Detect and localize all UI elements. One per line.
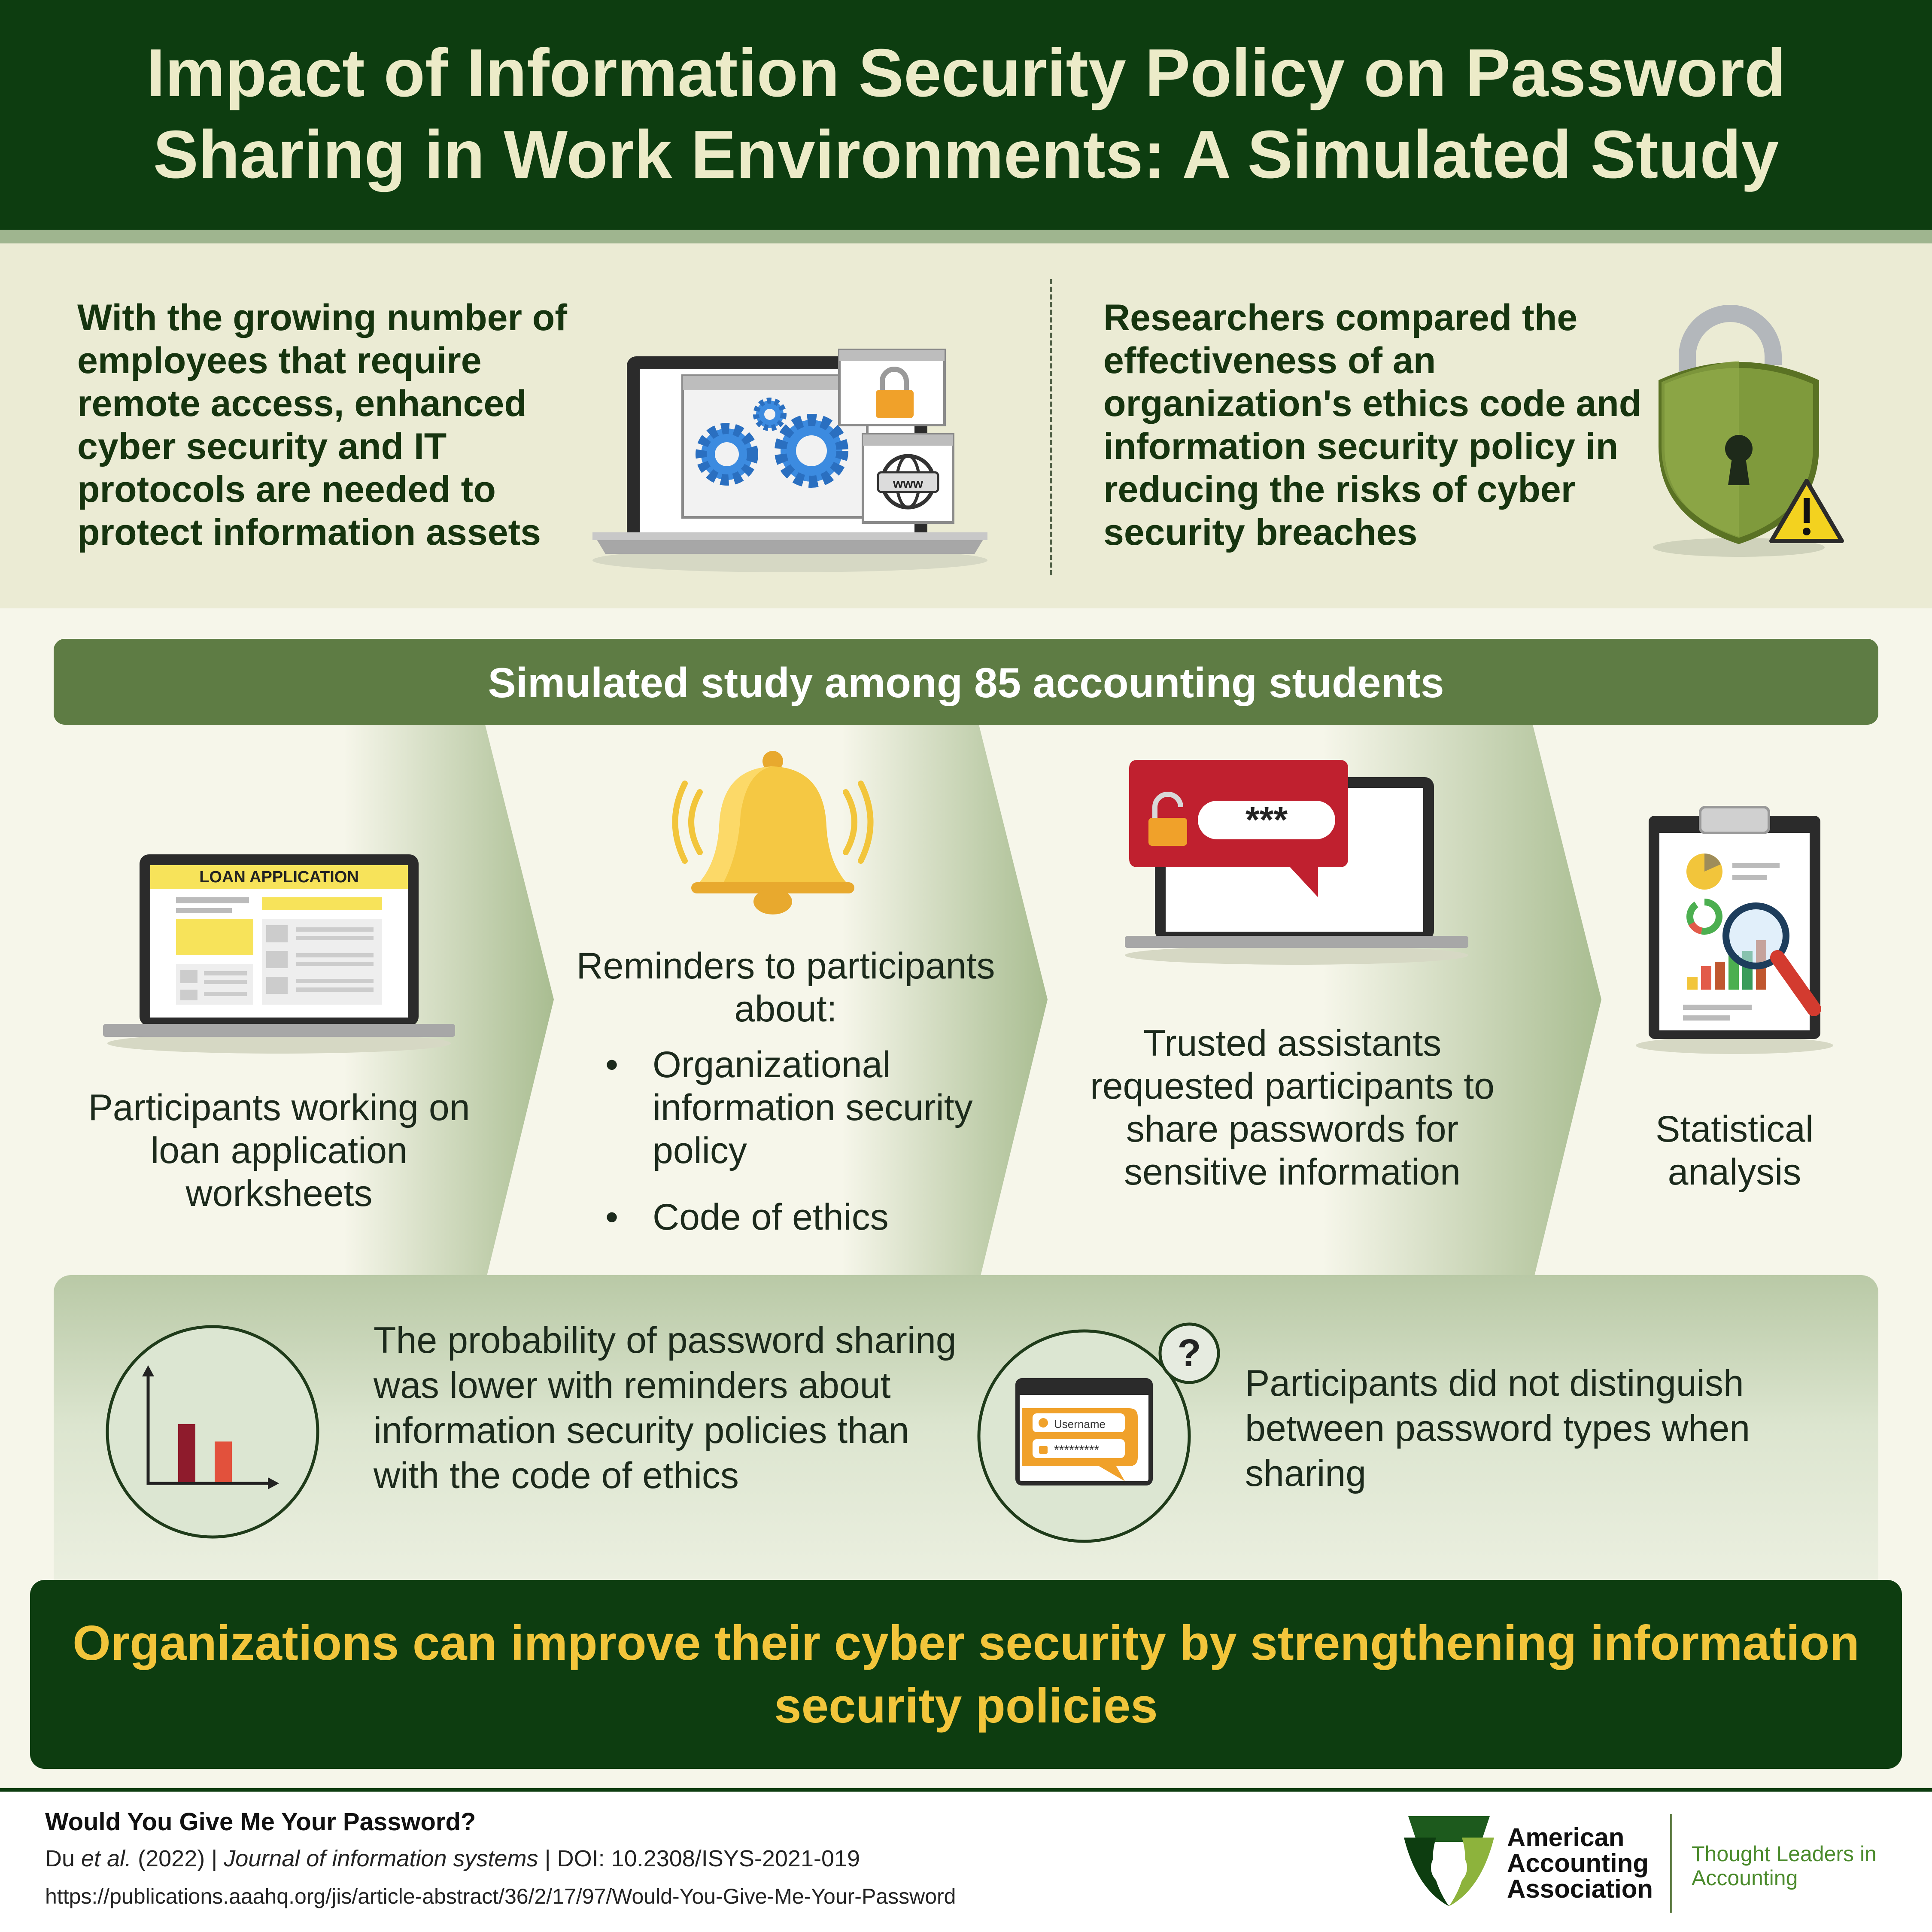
reminder-list: [588, 1043, 1018, 1262]
reference-etal: et al.: [81, 1846, 132, 1871]
bell-icon: [670, 749, 876, 921]
reference-citation: [45, 1845, 860, 1872]
page-title: [0, 32, 1932, 195]
username-label: Username: [1054, 1418, 1106, 1431]
result-2-text: Participants did not distinguish between password types when sharing: [1245, 1363, 1750, 1494]
loan-application-label: LOAN APPLICATION: [199, 868, 359, 886]
aaa-name-line-1: American: [1507, 1823, 1625, 1852]
reference-title: Would You Give Me Your Password?: [45, 1808, 476, 1836]
aaa-name-line-3: Association: [1507, 1874, 1653, 1903]
step-4-text: Statistical analysis: [1655, 1109, 1814, 1193]
title-line-2: Sharing in Work Environments: A Simulated Study: [153, 117, 1779, 192]
aaa-tagline: Thought Leaders in Accounting: [1692, 1842, 1877, 1890]
result-1-text: The probability of password sharing was lower with reminders about information security policies than with the code of ethics: [374, 1320, 957, 1496]
reference-authors: Du: [45, 1846, 82, 1871]
reminder-item-label: Organizational information security policy: [653, 1044, 973, 1171]
step-1-text: Participants working on loan application worksheets: [88, 1087, 470, 1214]
footer-separator: [1670, 1814, 1672, 1913]
title-line-1: Impact of Information Security Policy on Password: [146, 35, 1786, 111]
step-3-text: Trusted assistants requested participants to share passwords for sensitive information: [1090, 1023, 1495, 1193]
password-request-laptop-icon: [1116, 760, 1468, 966]
reference-year: (2022) |: [131, 1846, 224, 1871]
www-label: www: [893, 477, 923, 491]
reference-url[interactable]: https://publications.aaahq.org/jis/article-abstract/36/2/17/97/Would-You-Give-Me-Your-Password: [45, 1884, 956, 1908]
result-bar-1: [178, 1424, 195, 1482]
aaa-name: [1507, 1825, 1692, 1902]
clipboard-analysis-icon: [1627, 807, 1842, 1056]
reference-journal: Journal of information systems: [224, 1846, 538, 1871]
loan-application-laptop-icon: [103, 854, 455, 1056]
aaa-logo-icon: [1400, 1807, 1498, 1915]
bar-chart-icon: [103, 1322, 322, 1541]
reminder-item-label: Code of ethics: [653, 1197, 889, 1238]
aaa-name-line-2: Accounting: [1507, 1849, 1649, 1877]
intro-right-text: Researchers compared the effectiveness of an organization's ethics code and information security policy in reducing the risks of cyber security breaches: [1103, 297, 1642, 553]
password-mask-field: *********: [1054, 1443, 1100, 1457]
study-banner-title: Simulated study among 85 accounting students: [488, 659, 1444, 706]
header-stripe: [0, 230, 1932, 243]
reminder-item-ethics: [588, 1196, 1018, 1239]
reminder-item-policy: [588, 1043, 1018, 1172]
step-2-heading: Reminders to participants about:: [576, 945, 995, 1030]
shield-lock-icon: [1644, 296, 1868, 558]
footer-rule: [0, 1788, 1932, 1792]
bullet-icon: •: [605, 1044, 619, 1085]
bullet-icon: •: [605, 1197, 619, 1238]
login-question-icon: [975, 1322, 1232, 1546]
laptop-gears-icon: [584, 343, 996, 575]
password-mask: ***: [1245, 799, 1288, 840]
question-mark-icon: ?: [1177, 1332, 1201, 1375]
reference-doi: | DOI: 10.2308/ISYS-2021-019: [538, 1846, 860, 1871]
result-bar-2: [215, 1442, 232, 1482]
intro-left-text: With the growing number of employees that require remote access, enhanced cyber security and IT protocols are needed to protect information assets: [77, 297, 567, 553]
conclusion-text: Organizations can improve their cyber security by strengthening information security policies: [73, 1616, 1859, 1733]
intro-divider: [1050, 279, 1052, 575]
